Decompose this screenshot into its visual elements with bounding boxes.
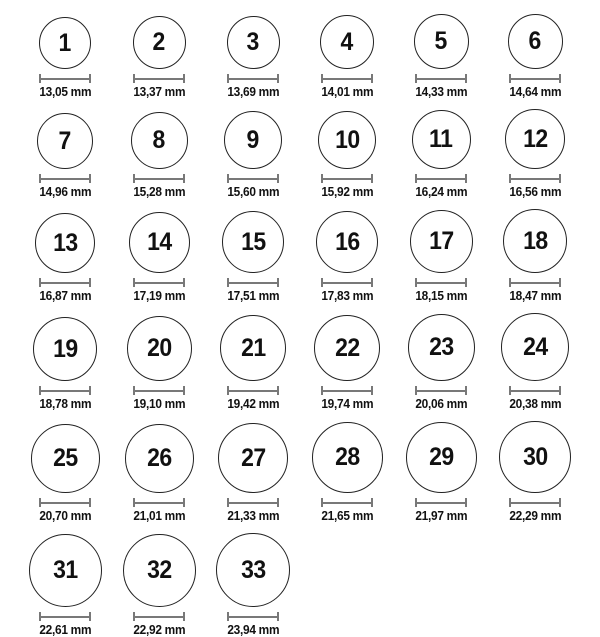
diameter-label: 22,61 mm	[39, 623, 91, 637]
ring-size-row	[18, 209, 582, 303]
ring-size-item	[206, 315, 300, 411]
diameter-measure-line	[227, 74, 279, 83]
ring-size-number: 2	[152, 28, 166, 56]
diameter-label: 17,83 mm	[321, 289, 373, 303]
ring-size-item	[206, 211, 300, 303]
ring-size-item	[206, 16, 300, 99]
diameter-measure-line	[415, 74, 467, 83]
ring-circle	[37, 113, 93, 169]
diameter-label: 15,60 mm	[227, 185, 279, 199]
ring-circle	[127, 316, 192, 381]
ring-size-item	[300, 15, 394, 99]
ring-size-chart	[18, 0, 582, 637]
ring-circle	[501, 313, 569, 381]
diameter-label: 19,10 mm	[133, 397, 185, 411]
ring-circle	[129, 212, 190, 273]
diameter-measure-line	[133, 278, 185, 287]
diameter-measure-line	[321, 498, 373, 507]
ring-size-number: 24	[522, 332, 548, 361]
ring-size-item	[18, 213, 112, 303]
ring-circle	[408, 314, 475, 381]
diameter-label: 20,38 mm	[509, 397, 561, 411]
ring-size-item	[18, 113, 112, 199]
ring-size-number: 12	[522, 124, 548, 153]
ring-size-number: 15	[240, 227, 266, 256]
diameter-label: 13,69 mm	[227, 85, 279, 99]
diameter-measure-line	[39, 386, 91, 395]
ring-size-number: 17	[428, 227, 454, 255]
diameter-measure-line	[415, 278, 467, 287]
ring-circle	[318, 111, 376, 169]
ring-circle	[220, 315, 286, 381]
diameter-measure-line	[509, 174, 561, 183]
ring-size-number: 10	[334, 125, 360, 154]
diameter-measure-line	[39, 498, 91, 507]
ring-size-row	[18, 313, 582, 411]
diameter-label: 14,01 mm	[321, 85, 373, 99]
ring-circle	[227, 16, 280, 69]
diameter-measure-line	[321, 74, 373, 83]
diameter-measure-line	[39, 612, 91, 621]
diameter-label: 21,97 mm	[415, 509, 467, 523]
ring-size-number: 11	[429, 125, 453, 153]
ring-size-item	[18, 317, 112, 411]
diameter-label: 19,42 mm	[227, 397, 279, 411]
ring-size-number: 26	[146, 444, 172, 472]
ring-size-item	[394, 314, 488, 411]
diameter-label: 21,65 mm	[321, 509, 373, 523]
diameter-label: 22,29 mm	[509, 509, 561, 523]
ring-size-number: 32	[146, 556, 172, 584]
diameter-measure-line	[321, 174, 373, 183]
ring-size-number: 6	[528, 27, 542, 55]
ring-size-number: 29	[428, 443, 454, 471]
ring-size-number: 3	[246, 28, 260, 56]
ring-size-number: 5	[434, 27, 448, 55]
diameter-label: 18,78 mm	[39, 397, 91, 411]
ring-circle	[33, 317, 97, 381]
ring-circle	[414, 14, 469, 69]
ring-circle	[314, 315, 380, 381]
ring-size-item	[394, 210, 488, 303]
ring-size-row	[18, 14, 582, 99]
ring-size-number: 16	[334, 227, 360, 256]
ring-size-item	[488, 109, 582, 199]
diameter-measure-line	[415, 386, 467, 395]
diameter-label: 17,51 mm	[227, 289, 279, 303]
ring-size-item	[206, 423, 300, 523]
diameter-label: 21,01 mm	[133, 509, 185, 523]
ring-size-number: 28	[334, 443, 360, 471]
ring-size-item	[300, 111, 394, 199]
diameter-label: 23,94 mm	[227, 623, 279, 637]
ring-circle	[123, 534, 196, 607]
diameter-measure-line	[227, 498, 279, 507]
ring-circle	[131, 112, 188, 169]
diameter-label: 13,05 mm	[39, 85, 91, 99]
ring-size-number: 13	[52, 228, 78, 257]
ring-size-number: 9	[246, 125, 260, 154]
ring-size-item	[206, 111, 300, 199]
ring-size-number: 4	[340, 27, 354, 56]
ring-circle	[39, 17, 91, 69]
diameter-measure-line	[39, 278, 91, 287]
ring-size-item	[112, 212, 206, 303]
diameter-measure-line	[415, 498, 467, 507]
diameter-measure-line	[509, 278, 561, 287]
ring-size-number: 20	[146, 334, 172, 362]
diameter-measure-line	[321, 386, 373, 395]
ring-size-item	[300, 422, 394, 523]
ring-circle	[216, 533, 290, 607]
diameter-label: 20,70 mm	[39, 509, 91, 523]
ring-size-row	[18, 109, 582, 199]
diameter-measure-line	[39, 74, 91, 83]
diameter-label: 18,47 mm	[509, 289, 561, 303]
ring-circle	[410, 210, 473, 273]
ring-size-item	[300, 315, 394, 411]
ring-circle	[320, 15, 374, 69]
ring-circle	[31, 424, 100, 493]
ring-size-item	[488, 313, 582, 411]
ring-size-item	[112, 424, 206, 523]
ring-size-item	[394, 422, 488, 523]
ring-circle	[35, 213, 95, 273]
diameter-label: 15,28 mm	[133, 185, 185, 199]
ring-size-number: 27	[240, 443, 266, 472]
ring-size-number: 8	[152, 126, 166, 154]
ring-size-item	[112, 316, 206, 411]
ring-size-number: 7	[58, 126, 72, 155]
ring-circle	[224, 111, 282, 169]
diameter-measure-line	[227, 278, 279, 287]
diameter-measure-line	[133, 612, 185, 621]
diameter-label: 21,33 mm	[227, 509, 279, 523]
diameter-label: 14,64 mm	[509, 85, 561, 99]
ring-size-row	[18, 533, 582, 637]
ring-size-item	[112, 16, 206, 99]
ring-size-item	[488, 421, 582, 523]
diameter-measure-line	[321, 278, 373, 287]
diameter-label: 18,15 mm	[415, 289, 467, 303]
ring-circle	[503, 209, 567, 273]
ring-size-number: 23	[428, 333, 454, 361]
ring-size-row	[18, 421, 582, 523]
ring-size-item	[112, 534, 206, 637]
ring-size-item	[18, 534, 112, 637]
diameter-measure-line	[227, 174, 279, 183]
diameter-label: 13,37 mm	[133, 85, 185, 99]
diameter-label: 14,96 mm	[39, 185, 91, 199]
ring-circle	[406, 422, 477, 493]
ring-size-number: 31	[52, 556, 78, 584]
ring-size-item	[18, 17, 112, 99]
ring-circle	[125, 424, 194, 493]
ring-size-item	[300, 211, 394, 303]
diameter-measure-line	[133, 498, 185, 507]
diameter-label: 17,19 mm	[133, 289, 185, 303]
diameter-measure-line	[133, 74, 185, 83]
diameter-measure-line	[133, 174, 185, 183]
ring-size-item	[394, 14, 488, 99]
ring-circle	[499, 421, 571, 493]
diameter-label: 22,92 mm	[133, 623, 185, 637]
diameter-measure-line	[509, 386, 561, 395]
ring-size-number: 14	[146, 228, 172, 256]
diameter-measure-line	[509, 74, 561, 83]
ring-size-item	[18, 424, 112, 523]
ring-size-item	[394, 110, 488, 199]
ring-size-number: 19	[52, 334, 78, 363]
ring-size-number: 1	[58, 28, 72, 57]
ring-circle	[505, 109, 565, 169]
ring-circle	[222, 211, 284, 273]
diameter-measure-line	[227, 612, 279, 621]
diameter-label: 15,92 mm	[321, 185, 373, 199]
ring-size-number: 33	[240, 555, 266, 584]
diameter-label: 14,33 mm	[415, 85, 467, 99]
diameter-label: 19,74 mm	[321, 397, 373, 411]
diameter-measure-line	[227, 386, 279, 395]
ring-size-number: 22	[334, 333, 360, 362]
diameter-label: 16,87 mm	[39, 289, 91, 303]
ring-circle	[218, 423, 288, 493]
ring-size-item	[112, 112, 206, 199]
diameter-measure-line	[415, 174, 467, 183]
ring-size-item	[488, 14, 582, 99]
ring-circle	[316, 211, 378, 273]
diameter-measure-line	[39, 174, 91, 183]
ring-circle	[29, 534, 102, 607]
ring-size-item	[488, 209, 582, 303]
ring-circle	[412, 110, 471, 169]
diameter-label: 16,56 mm	[509, 185, 561, 199]
ring-size-number: 21	[240, 333, 266, 362]
ring-size-item	[206, 533, 300, 637]
diameter-label: 20,06 mm	[415, 397, 467, 411]
diameter-label: 16,24 mm	[415, 185, 467, 199]
ring-circle	[312, 422, 383, 493]
diameter-measure-line	[509, 498, 561, 507]
ring-circle	[508, 14, 563, 69]
diameter-measure-line	[133, 386, 185, 395]
ring-circle	[133, 16, 186, 69]
ring-size-number: 30	[522, 442, 548, 471]
ring-size-number: 25	[52, 444, 78, 472]
ring-size-number: 18	[522, 226, 548, 255]
